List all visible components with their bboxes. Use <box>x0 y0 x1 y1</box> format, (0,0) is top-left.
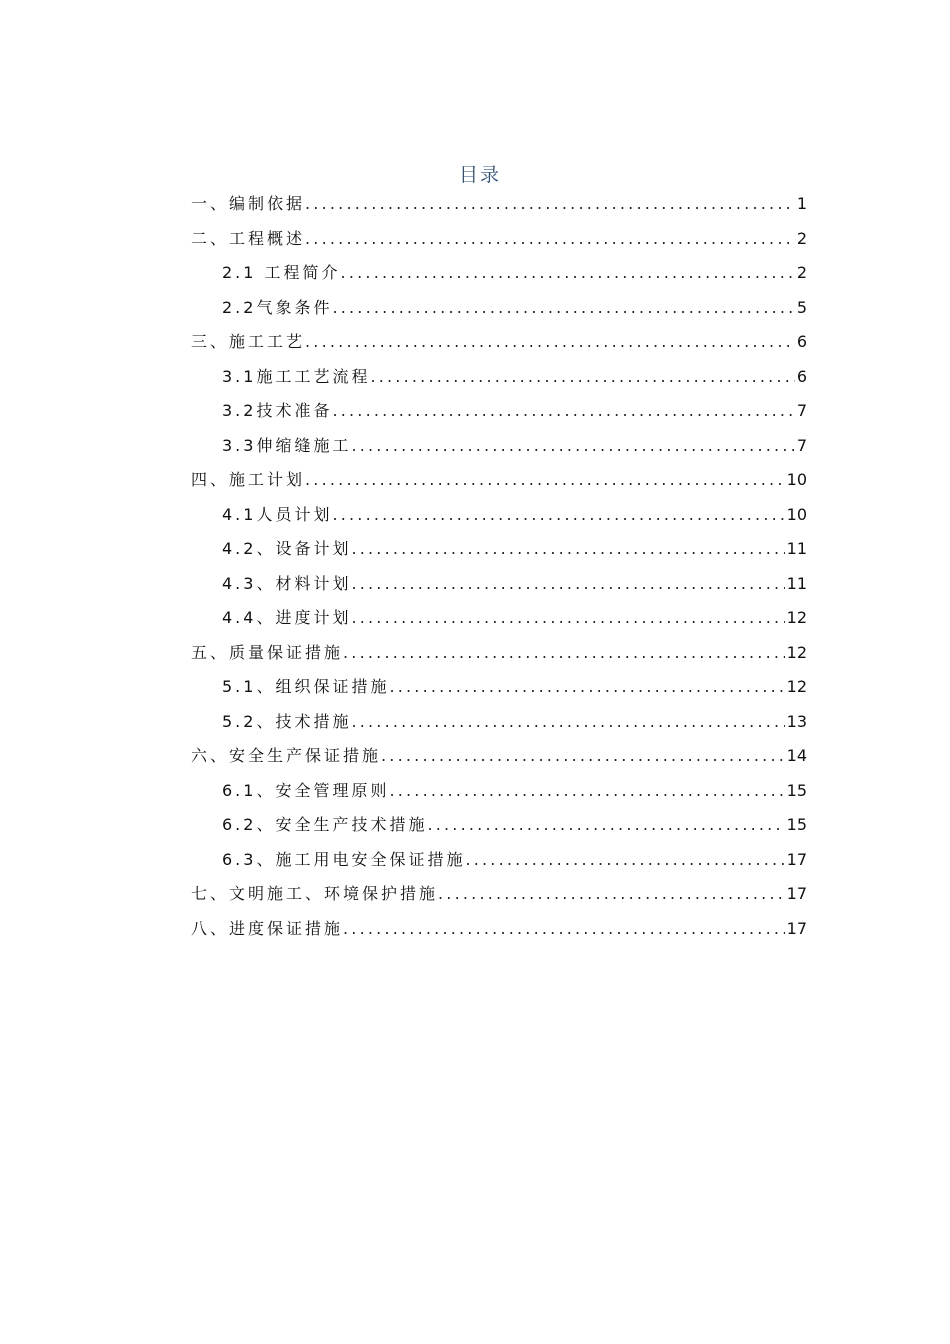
toc-page-number: 17 <box>786 884 807 903</box>
toc-page-number: 17 <box>786 849 807 869</box>
toc-entry-label: 六、安全生产保证措施 <box>191 746 382 765</box>
toc-page-number: 7 <box>796 435 807 455</box>
toc-entry-label: 八、进度保证措施 <box>191 918 344 938</box>
toc-page-number: 10 <box>786 470 807 489</box>
toc-entry[interactable] <box>191 568 807 603</box>
toc-entry[interactable] <box>191 878 807 913</box>
toc-entry-label: 2.2气象条件 <box>222 297 333 317</box>
dot-leader <box>305 222 795 257</box>
toc-page-number: 17 <box>786 918 807 938</box>
dot-leader <box>351 705 784 740</box>
toc-entry[interactable] <box>191 464 807 499</box>
toc-page-number: 14 <box>786 746 807 765</box>
toc-entry-label: 6.2、安全生产技术措施 <box>222 815 428 834</box>
toc-entry[interactable] <box>191 706 807 741</box>
dot-leader <box>438 877 785 912</box>
toc-entry-label: 4.1人员计划 <box>222 504 333 524</box>
toc-entry-label: 3.3伸缩缝施工 <box>222 435 352 455</box>
dot-leader <box>389 670 784 705</box>
toc-page-number: 6 <box>796 332 807 351</box>
toc-entry-label: 3.1施工工艺流程 <box>222 366 371 386</box>
toc-title: 目录 <box>458 164 501 186</box>
dot-leader <box>332 394 794 429</box>
toc-entry-label: 七、文明施工、环境保护措施 <box>191 884 439 903</box>
toc-page-number: 12 <box>786 642 807 662</box>
toc-entry-label: 一、编制依据 <box>191 194 306 213</box>
toc-entry-label: 4.2、设备计划 <box>222 539 352 558</box>
toc-entry[interactable] <box>191 775 807 810</box>
toc-entry[interactable] <box>191 361 807 396</box>
toc-entry-label: 5.1、组织保证措施 <box>222 677 390 696</box>
dot-leader <box>305 325 795 360</box>
toc-entry-label: 4.3、材料计划 <box>222 573 352 593</box>
dot-leader <box>341 256 795 291</box>
toc-entry[interactable] <box>191 671 807 706</box>
toc-entry-label: 五、质量保证措施 <box>191 642 344 662</box>
toc-page-number: 6 <box>796 366 807 386</box>
toc-page-number: 12 <box>786 677 807 696</box>
dot-leader <box>351 601 784 636</box>
dot-leader <box>351 429 794 464</box>
table-of-contents <box>191 188 807 947</box>
toc-entry-label: 二、工程概述 <box>191 228 306 248</box>
toc-entry[interactable] <box>191 257 807 292</box>
toc-page-number: 11 <box>786 573 807 593</box>
dot-leader <box>465 843 784 878</box>
toc-page-number: 15 <box>786 780 807 800</box>
toc-entry[interactable] <box>191 395 807 430</box>
toc-entry[interactable] <box>191 913 807 948</box>
dot-leader <box>305 187 795 222</box>
toc-page-number: 12 <box>786 608 807 627</box>
toc-entry-label: 5.2、技术措施 <box>222 711 352 731</box>
toc-entry-label: 2.1 工程简介 <box>222 263 341 282</box>
toc-page-number: 13 <box>786 711 807 731</box>
dot-leader <box>381 739 785 774</box>
toc-entry[interactable] <box>191 430 807 465</box>
toc-entry-label: 3.2技术准备 <box>222 401 333 420</box>
dot-leader <box>305 463 785 498</box>
toc-page-number: 7 <box>796 401 807 420</box>
toc-page-number: 15 <box>786 815 807 834</box>
toc-entry-label: 四、施工计划 <box>191 470 306 489</box>
toc-entry-label: 4.4、进度计划 <box>222 608 352 627</box>
toc-entry[interactable] <box>191 223 807 258</box>
toc-entry-label: 三、施工工艺 <box>191 332 306 351</box>
dot-leader <box>343 636 785 671</box>
toc-entry[interactable] <box>191 292 807 327</box>
toc-page-number: 5 <box>796 297 807 317</box>
toc-entry[interactable] <box>191 499 807 534</box>
toc-entry[interactable] <box>191 533 807 568</box>
dot-leader <box>332 291 794 326</box>
toc-entry-label: 6.3、施工用电安全保证措施 <box>222 849 466 869</box>
toc-entry[interactable] <box>191 809 807 844</box>
toc-entry[interactable] <box>191 602 807 637</box>
dot-leader <box>351 567 784 602</box>
dot-leader <box>343 912 785 947</box>
dot-leader <box>370 360 794 395</box>
dot-leader <box>389 774 784 809</box>
dot-leader <box>332 498 784 533</box>
toc-page-number: 2 <box>796 228 807 248</box>
dot-leader <box>351 532 784 567</box>
toc-entry-label: 6.1、安全管理原则 <box>222 780 390 800</box>
toc-entry[interactable] <box>191 740 807 775</box>
toc-entry[interactable] <box>191 326 807 361</box>
toc-entry[interactable] <box>191 188 807 223</box>
toc-page-number: 10 <box>786 504 807 524</box>
toc-entry[interactable] <box>191 637 807 672</box>
toc-page-number: 11 <box>786 539 807 558</box>
toc-page-number: 1 <box>796 194 807 213</box>
toc-page-number: 2 <box>796 263 807 282</box>
toc-entry[interactable] <box>191 844 807 879</box>
dot-leader <box>427 808 784 843</box>
